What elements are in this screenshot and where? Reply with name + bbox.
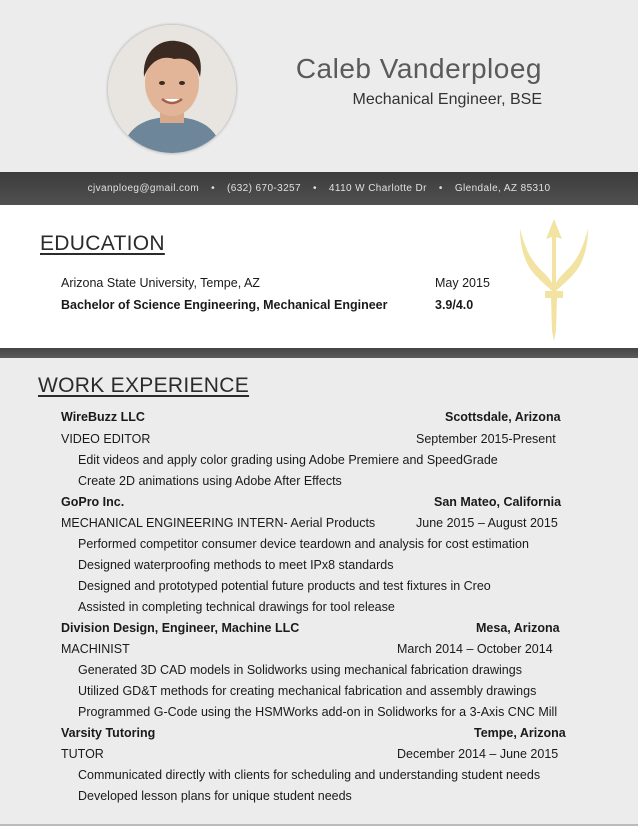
avatar-illustration	[108, 25, 236, 153]
job-bullet: Create 2D animations using Adobe After Effects	[78, 474, 342, 488]
job-company: Division Design, Engineer, Machine LLC	[61, 621, 300, 635]
trident-logo-icon	[518, 213, 590, 343]
job-role: VIDEO EDITOR	[61, 432, 151, 446]
work-heading: WORK EXPERIENCE	[38, 374, 250, 397]
contact-email[interactable]: cjvanploeg@gmail.com	[87, 183, 200, 194]
job-bullet: Generated 3D CAD models in Solidworks using mechanical fabrication drawings	[78, 663, 522, 677]
separator-dot: •	[438, 183, 443, 194]
job-bullet: Designed and prototyped potential future products and test fixtures in Creo	[78, 579, 491, 593]
job-bullet: Programmed G-Code using the HSMWorks add-on in Solidworks for a 3-Axis CNC Mill	[78, 705, 558, 719]
job-bullet: Assisted in completing technical drawings for tool release	[78, 600, 395, 614]
job-bullet: Edit videos and apply color grading using Adobe Premiere and SpeedGrade	[78, 453, 498, 467]
education-date: May 2015	[435, 276, 490, 290]
job-dates: June 2015 – August 2015	[416, 516, 558, 530]
profile-photo	[108, 25, 236, 153]
job-company: Varsity Tutoring	[61, 726, 156, 740]
education-gpa: 3.9/4.0	[435, 298, 474, 312]
contact-phone[interactable]: (632) 670-3257	[227, 183, 301, 194]
job-title: Mechanical Engineer, BSE	[352, 91, 542, 108]
job-bullet: Developed lesson plans for unique student needs	[78, 789, 352, 803]
contact-address: 4110 W Charlotte Dr	[328, 183, 427, 194]
job-dates: March 2014 – October 2014	[397, 642, 553, 656]
job-company: WireBuzz LLC	[61, 410, 145, 424]
contact-city: Glendale, AZ 85310	[454, 183, 551, 194]
education-degree: Bachelor of Science Engineering, Mechanical Engineer	[61, 298, 388, 312]
education-section	[0, 205, 638, 348]
separator-dot: •	[211, 183, 215, 194]
full-name: Caleb Vanderploeg	[295, 53, 542, 84]
job-bullet: Designed waterproofing methods to meet IPx8 standards	[78, 558, 394, 572]
job-bullet: Performed competitor consumer device teardown and analysis for cost estimation	[78, 537, 529, 551]
section-divider	[0, 348, 638, 358]
education-school: Arizona State University, Tempe, AZ	[61, 276, 260, 290]
job-role: MACHINIST	[61, 642, 130, 656]
job-location: Tempe, Arizona	[474, 726, 566, 740]
work-experience-section	[0, 358, 638, 826]
job-location: Scottsdale, Arizona	[445, 410, 561, 424]
job-location: San Mateo, California	[434, 495, 562, 509]
job-role: TUTOR	[61, 747, 104, 761]
job-role: MECHANICAL ENGINEERING INTERN- Aerial Products	[61, 516, 376, 530]
separator-dot: •	[312, 183, 317, 194]
header	[0, 0, 638, 172]
job-company: GoPro Inc.	[61, 495, 125, 509]
job-dates: September 2015-Present	[416, 432, 556, 446]
job-bullet: Utilized GD&T methods for creating mechanical fabrication and assembly drawings	[78, 684, 537, 698]
education-heading: EDUCATION	[40, 232, 165, 255]
job-dates: December 2014 – June 2015	[397, 747, 559, 761]
job-location: Mesa, Arizona	[476, 621, 560, 635]
contact-bar	[0, 172, 638, 205]
job-bullet: Communicated directly with clients for scheduling and understanding student needs	[78, 768, 541, 782]
